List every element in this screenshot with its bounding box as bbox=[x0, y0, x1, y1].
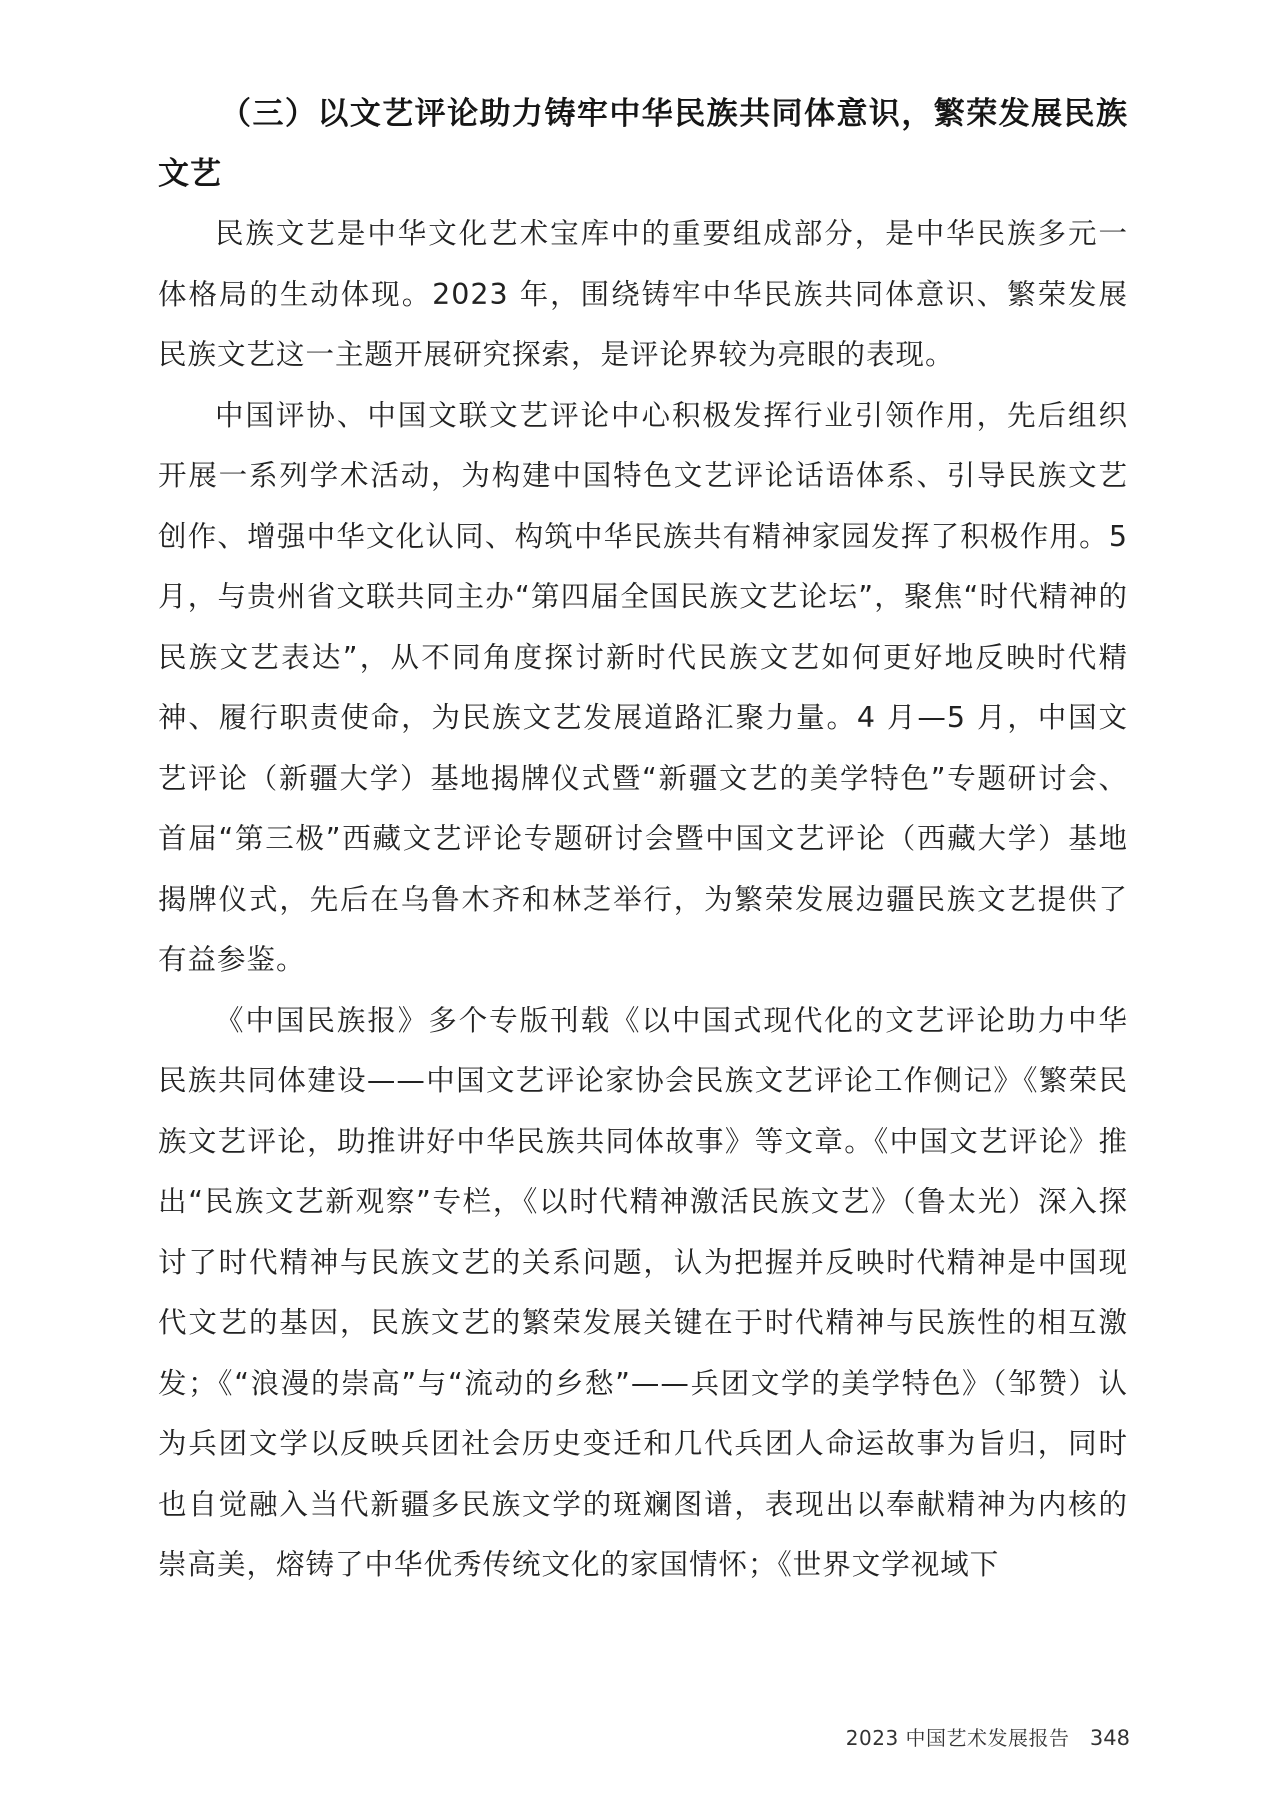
section-heading: （三）以文艺评论助力铸牢中华民族共同体意识，繁荣发展民族文艺 bbox=[158, 96, 1128, 192]
paragraph-activities: 中国评协、中国文联文艺评论中心积极发挥行业引领作用，先后组织开展一系列学术活动，为构建中国特色文艺评论话语体系、引导民族文艺创作、增强中华文化认同、构筑中华民族共有精神家园发挥了积极作用。5 月，与贵州省文联共同主办“第四届全国民族文艺论坛”，聚焦“时代精神的民族文艺表达”，从不同角度探讨新时代民族文艺如何更好地反映时代精神、履行职责使命，为民族文艺发展道路汇聚力量。4 月—5 月，中国文艺评论（新疆大学）基地揭牌仪式暨“新疆文艺的美学特色”专题研讨会、首届“第三极”西藏文艺评论专题研讨会暨中国文艺评论（西藏大学）基地揭牌仪式，先后在乌鲁木齐和林芝举行，为繁荣发展边疆民族文艺提供了有益参鉴。 bbox=[158, 398, 1128, 976]
report-title: 2023 中国艺术发展报告 bbox=[845, 1726, 1070, 1750]
paragraph-intro: 民族文艺是中华文化艺术宝库中的重要组成部分，是中华民族多元一体格局的生动体现。2023 年，围绕铸牢中华民族共同体意识、繁荣发展民族文艺这一主题开展研究探索，是评论界较为亮眼的表现。 bbox=[158, 217, 1128, 371]
paragraph-publications: 《中国民族报》多个专版刊载《以中国式现代化的文艺评论助力中华民族共同体建设——中国文艺评论家协会民族文艺评论工作侧记》《繁荣民族文艺评论，助推讲好中华民族共同体故事》等文章。《中国文艺评论》推出“民族文艺新观察”专栏，《以时代精神激活民族文艺》（鲁太光）深入探讨了时代精神与民族文艺的关系问题，认为把握并反映时代精神是中国现代文艺的基因，民族文艺的繁荣发展关键在于时代精神与民族性的相互激发；《“浪漫的崇高”与“流动的乡愁”——兵团文学的美学特色》（邹赞）认为兵团文学以反映兵团社会历史变迁和几代兵团人命运故事为旨归，同时也自觉融入当代新疆多民族文学的斑斓图谱，表现出以奉献精神为内核的崇高美，熔铸了中华优秀传统文化的家国情怀；《世界文学视域下 bbox=[158, 1003, 1128, 1581]
page-body bbox=[158, 84, 1128, 1596]
page-number: 348 bbox=[1089, 1726, 1130, 1750]
page-footer bbox=[846, 1722, 1130, 1751]
